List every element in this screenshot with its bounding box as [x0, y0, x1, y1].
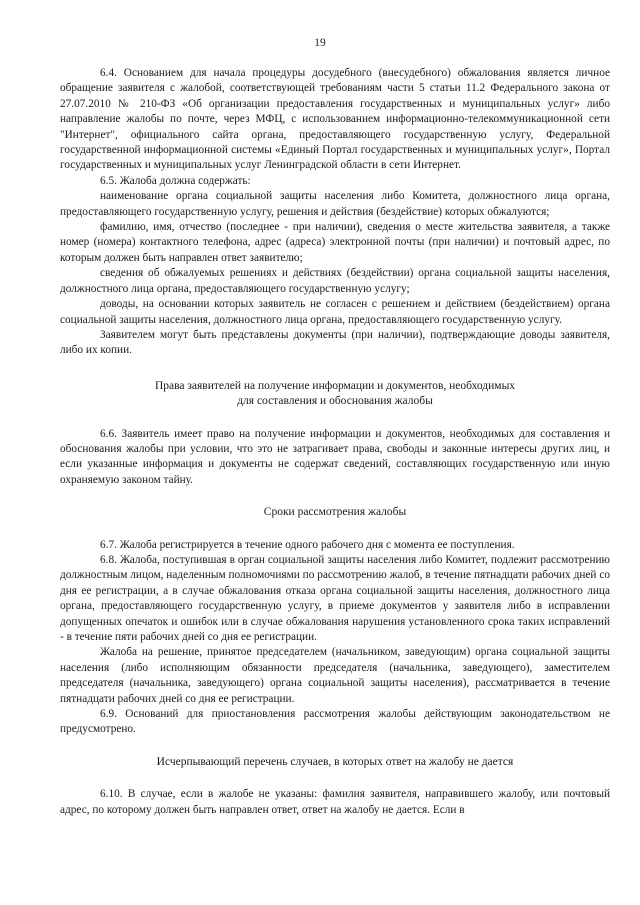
paragraph-6-10: 6.10. В случае, если в жалобе не указаны: фамилия заявителя, направившего жалобу, или почтовый адрес, по которому должен быть направлен ответ, ответ на жалобу не дается. Если в [60, 788, 610, 816]
paragraph-decision-complaint: Жалоба на решение, принятое председателем (начальником, заведующим) органа социальной защиты населения (либо исполняющим обязанности председателя (начальника, заведующего), заместителем председателя (начальника, заведующего) органа социальной защиты населения), рассматривается в течение пятнадцати рабочих дней со дня ее регистрации. [60, 646, 610, 705]
section-heading-rights [60, 379, 610, 410]
paragraph-supporting-docs: Заявителем могут быть представлены документы (при наличии), подтверждающие доводы заявителя, либо их копии. [60, 328, 610, 357]
paragraph-6-6: 6.6. Заявитель имеет право на получение информации и документов, необходимых для составления и обоснования жалобы при условии, что это не затрагивает права, свободы и законные интересы других лиц, и если указанные информация и документы не содержат сведений, составляющих государственную или иную охраняемую законом тайну. [60, 427, 610, 486]
paragraph-complaint-item: наименование органа социальной защиты населения либо Комитета, должностного лица органа, предоставляющего государственную услугу, решения и действия (бездействие) которых обжалуются; [60, 190, 610, 218]
section-complaint-grounds [60, 66, 610, 359]
paragraph-complaint-item: доводы, на основании которых заявитель не согласен с решением и действием (бездействием) органа социальной защиты населения, должностного лица органа, предоставляющего государственную услугу. [60, 298, 610, 326]
paragraph-6-8: 6.8. Жалоба, поступившая в орган социальной защиты населения либо Комитет, подлежит рассмотрению должностным лицом, наделенным полномочиями по рассмотрению жалоб, в течение пятнадцати рабочих дней со дня ее регистрации, а в случае обжалования отказа органа социальной защиты населения, должностного лица органа, предоставляющего государственную услугу, в приеме документов у заявителя либо в исправлении допущенных опечаток и ошибок или в случае обжалования нарушения установленного срока таких исправлений - в течение пяти рабочих дней со дня ее регистрации. [60, 553, 610, 643]
section-no-response [60, 787, 610, 818]
heading-line: Права заявителей на получение информации и документов, необходимых [154, 379, 516, 392]
paragraph-6-7: 6.7. Жалоба регистрируется в течение одного рабочего дня с момента ее поступления. [100, 538, 515, 551]
paragraph-6-5: 6.5. Жалоба должна содержать: [100, 174, 251, 187]
section-terms [60, 538, 610, 738]
section-rights [60, 427, 610, 489]
document-body [60, 66, 610, 818]
paragraph-complaint-item: сведения об обжалуемых решениях и действиях (бездействии) органа социальной защиты населения, должностного лица органа, предоставляющего государственную услугу; [60, 267, 610, 295]
paragraph-complaint-item: фамилию, имя, отчество (последнее - при наличии), сведения о месте жительства заявителя, а также номер (номера) контактного телефона, адрес (адреса) электронной почты (при наличии) и почтовый адрес, по которым должен быть направлен ответ заявителю; [60, 221, 610, 264]
paragraph-6-4: 6.4. Основанием для начала процедуры досудебного (внесудебного) обжалования является личное обращение заявителя с жалобой, соответствующей требованиям части 5 статьи 11.2 Федерального закона от 27.07.2010 № 210-ФЗ «Об организации предоставления государственных и муниципальных услуг» либо направление жалобы по почте, через МФЦ, с использованием информационно-телекоммуникационной сети "Интернет", официального сайта органа, предоставляющего государственную услугу, Федеральной государственной информационной системы «Единый Портал государственных и муниципальных услуг», Портал государственных и муниципальных услуг Ленинградской области в сети Интернет. [60, 67, 610, 172]
section-heading-no-response: Исчерпывающий перечень случаев, в которых ответ на жалобу не дается [156, 755, 514, 768]
page-number: 19 [314, 37, 326, 49]
section-heading-terms: Сроки рассмотрения жалобы [263, 506, 407, 519]
heading-line: для составления и обоснования жалобы [237, 395, 433, 408]
paragraph-6-9: 6.9. Оснований для приостановления рассмотрения жалобы действующим законодательством не предусмотрено. [60, 708, 610, 736]
